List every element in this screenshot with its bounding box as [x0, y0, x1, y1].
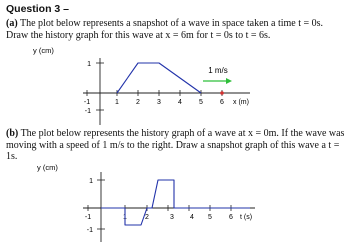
graph-a-x-axis-title: x (m) — [233, 99, 249, 106]
graph-b-y-tick-label: -1 — [86, 227, 93, 234]
graph-b-x-tick-label: 2 — [145, 214, 149, 221]
graph-a-x-tick-label: 4 — [178, 99, 182, 106]
part-a-label: (a) — [6, 18, 18, 29]
graph-b-x-tick-label: 4 — [190, 214, 194, 221]
observation-point-marker — [220, 91, 224, 95]
graph-a-x-tick-label: 5 — [199, 99, 203, 106]
history-graph — [37, 163, 255, 242]
graph-b-x-tick-label: 3 — [170, 214, 174, 221]
part-a-text: The plot below represents a snapshot of a wave in space taken a time t = 0s. Draw the history graph for this wave at x = 6m for t = 0s to t = 6s. — [6, 18, 324, 41]
velocity-arrow-head — [226, 78, 232, 84]
graph-a-x-tick-label: 6 — [220, 99, 224, 106]
graph-b-x-tick-label: 5 — [208, 214, 212, 221]
graph-b-x-axis-title: t (s) — [240, 214, 253, 221]
graph-a-x-tick-label: -1 — [83, 99, 91, 106]
graph-b-y-axis-title: y (cm) — [37, 163, 58, 172]
graph-b-y-tick-label: 1 — [89, 178, 93, 185]
part-b-text: The plot below represents the history graph of a wave at x = 0m. If the wave was moving with a speed of 1 m/s to the right. Draw a snapshot graph of this wave a t = 1s. — [6, 128, 345, 162]
graph-a-y-tick-label: 1 — [87, 61, 91, 68]
snapshot-graph — [33, 46, 250, 125]
graph-a-x-tick-label: 2 — [136, 99, 140, 106]
graph-b-x-tick-marks — [88, 180, 231, 229]
graph-a-x-tick-label: 1 — [115, 99, 119, 106]
part-b-label: (b) — [6, 128, 19, 139]
question-heading: Question 3 – — [6, 3, 70, 15]
graph-a-y-axis-title: y (cm) — [33, 46, 54, 55]
graph-b-x-tick-label: 6 — [229, 214, 233, 221]
speed-label: 1 m/s — [208, 66, 228, 75]
graph-a-x-tick-label: 3 — [157, 99, 161, 106]
graph-a-wave-shape — [117, 63, 201, 93]
graph-b-x-tick-label: -1 — [84, 214, 92, 221]
graph-b-x-tick-label: 1 — [123, 214, 127, 221]
graph-a-y-tick-label: -1 — [84, 108, 91, 115]
